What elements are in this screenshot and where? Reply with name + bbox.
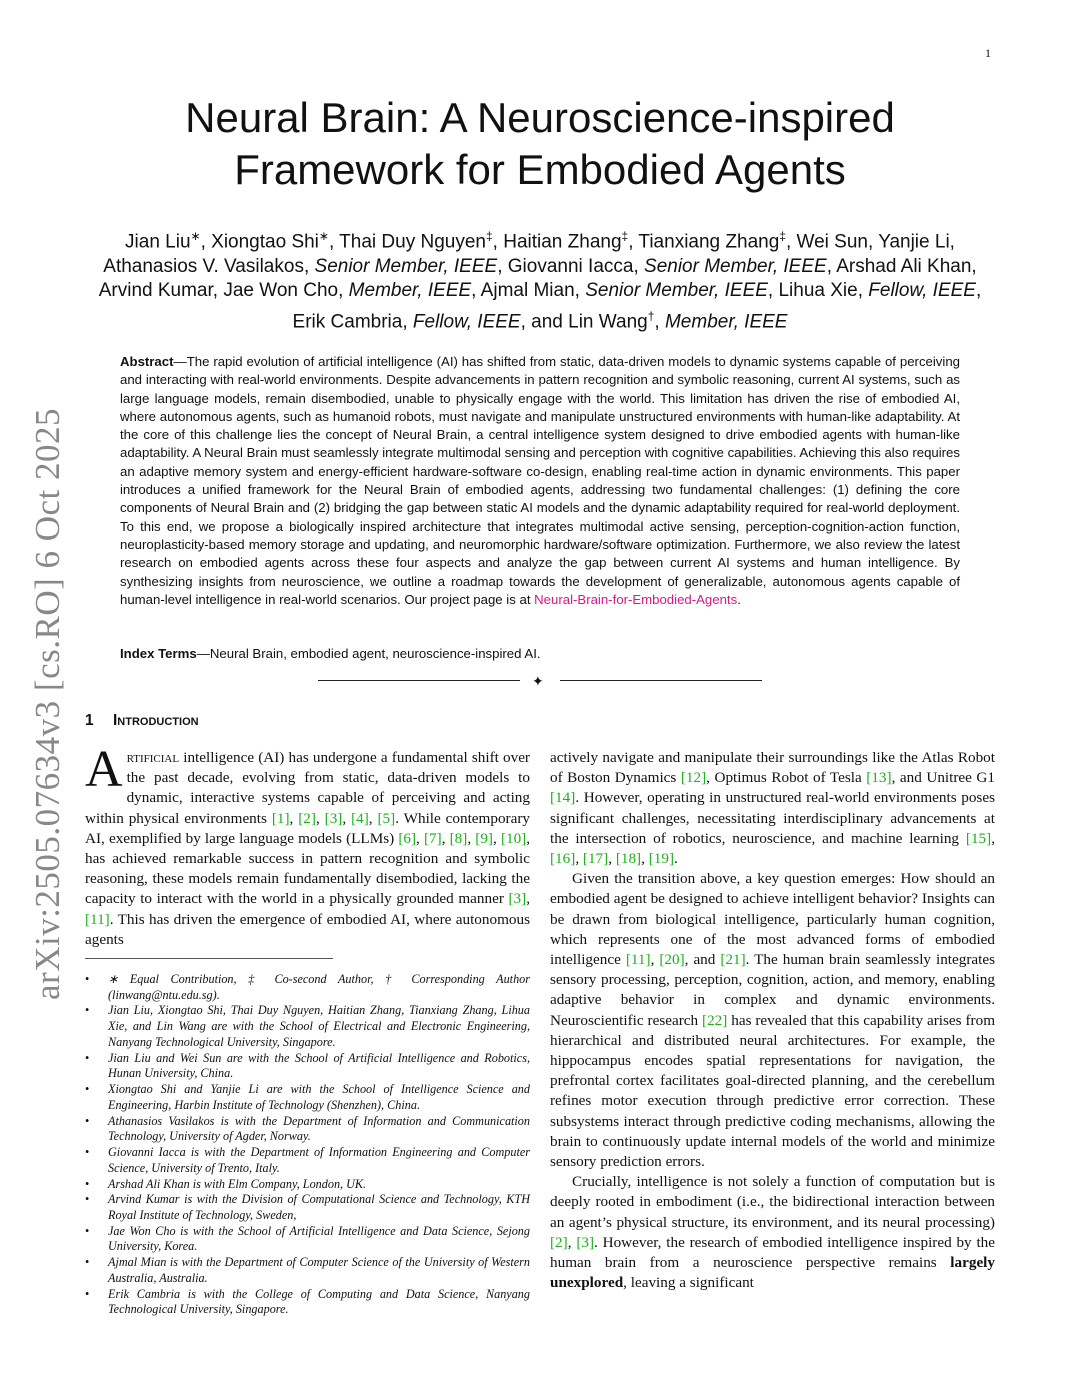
citation-link[interactable]: [12] [680, 769, 707, 787]
footnote-rule [85, 958, 333, 959]
footnote-item: • Ajmal Mian is with the Department of Computer Science of the University of Western Australia, Australia. [85, 1255, 530, 1286]
section-number: 1 [85, 712, 94, 729]
footnote-item: • Arshad Ali Khan is with Elm Company, London, UK. [85, 1177, 530, 1193]
title-line-1: Neural Brain: A Neuroscience-inspired [185, 94, 895, 141]
footnote-item: • Jian Liu, Xiongtao Shi, Thai Duy Nguyen, Haitian Zhang, Tianxiang Zhang, Lihua Xie, and Lin Wang are with the School of Electrical and Electronic Engineering, Nanyang Technological University, Singapore. [85, 1003, 530, 1050]
citation-link[interactable]: [2] [550, 1233, 568, 1251]
index-terms [120, 646, 960, 661]
citation-link[interactable]: [13] [866, 769, 892, 787]
author-line-3: Arvind Kumar, Jae Won Cho, Member, IEEE, Ajmal Mian, Senior Member, IEEE, Lihua Xie, Fellow, IEEE, [98, 280, 982, 302]
divider-line-right [560, 680, 762, 681]
citation-link[interactable]: [3] [324, 809, 343, 827]
citation-link[interactable]: [20] [659, 951, 685, 969]
diamond-icon: ✦ [532, 673, 544, 689]
citation-link[interactable]: [11] [625, 951, 651, 969]
citation-link[interactable]: [14] [550, 789, 576, 807]
emphasis-text: largely unexplored [550, 1254, 995, 1292]
citation-link[interactable]: [22] [702, 1011, 728, 1029]
footnote-item: • Erik Cambria is with the College of Computing and Data Science, Nanyang Technological University, Singapore. [85, 1287, 530, 1318]
abstract-label: Abstract [120, 354, 174, 369]
arxiv-stamp: arXiv:2505.07634v3 [cs.RO] 6 Oct 2025 [28, 407, 67, 1000]
intro-paragraph-continued: actively navigate and manipulate their surroundings like the Atlas Robot of Boston Dynamics [12], Optimus Robot of Tesla [13], and Unitree G1 [14]. However, operating in unstructured real-world environments poses significant challenges, necessitating interdisciplinary advancements at the intersection of robotics, neuroscience, and machine learning [15], [16], [17], [18], [19]. [550, 749, 995, 868]
author-list [80, 224, 1000, 335]
citation-link[interactable]: [16] [550, 850, 576, 868]
citation-link[interactable]: [8] [449, 829, 468, 847]
body-column-left [85, 741, 531, 950]
title-line-2: Framework for Embodied Agents [234, 146, 846, 193]
page-number: 1 [985, 46, 991, 60]
footnote-item: • Jian Liu and Wei Sun are with the School of Artificial Intelligence and Robotics, Hunan University, China. [85, 1051, 530, 1082]
citation-link[interactable]: [17] [582, 850, 609, 868]
citation-link[interactable]: [6] [398, 829, 417, 847]
paper-title [0, 92, 1080, 196]
footnote-item: • Jae Won Cho is with the School of Artificial Intelligence and Data Science, Sejong University, Korea. [85, 1224, 530, 1255]
abstract: Abstract—The rapid evolution of artificial intelligence (AI) has shifted from static, data-driven models to dynamic systems capable of perceiving and interacting with real-world environments. Despite advancements in pattern recognition and symbolic reasoning, current AI systems, such as large language models, remain disembodied, unable to physically engage with the world. This limitation has driven the rise of embodied AI, where autonomous agents, such as humanoid robots, must navigate and manipulate unstructured environments with human-like adaptability. At the core of this challenge lies the concept of Neural Brain, a central intelligence system designed to drive embodied agents with human-like adaptability. A Neural Brain must seamlessly integrate multimodal sensing and perception with cognitive capabilities. Achieving this also requires an adaptive memory system and energy-efficient hardware-software co-design, enabling real-time action in dynamic environments. This paper introduces a unified framework for the Neural Brain of embodied agents, addressing two fundamental challenges: (1) defining the core components of Neural Brain and (2) bridging the gap between static AI models and the dynamic adaptability required for real-world deployment. To this end, we propose a biologically inspired architecture that integrates multimodal active sensing, perception-cognition-action function, neuroplasticity-based memory storage and updating, and neuromorphic hardware/software optimization. Furthermore, we also review the latest research on embodied agents across these four aspects and analyze the gap between current AI systems and human intelligence. By synthesizing insights from neuroscience, we outline a roadmap towards the development of generalizable, autonomous agents capable of human-level intelligence in real-world scenarios. Our project page is at Neural-Brain-for-Embodied-Agents. [120, 354, 960, 607]
citation-link[interactable]: [7] [423, 829, 442, 847]
author-line-2: Athanasios V. Vasilakos, Senior Member, IEEE, Giovanni Iacca, Senior Member, IEEE, Arshad Ali Khan, [103, 255, 977, 277]
footnote-item: • Athanasios Vasilakos is with the Department of Information and Communication Technology, University of Agder, Norway. [85, 1114, 530, 1145]
author-line-4: Erik Cambria, Fellow, IEEE, and Lin Wang†, Member, IEEE [292, 308, 788, 333]
footnote-item: • Arvind Kumar is with the Division of Computational Science and Technology, KTH Royal Institute of Technology, Sweden, [85, 1192, 530, 1223]
citation-link[interactable]: [15] [965, 829, 992, 847]
citation-link[interactable]: [10] [500, 829, 527, 847]
footnote-item: • Giovanni Iacca is with the Department of Information Engineering and Computer Science, University of Trento, Italy. [85, 1145, 530, 1176]
dropcap-letter: A [85, 741, 123, 798]
index-terms-text: —Neural Brain, embodied agent, neuroscience-inspired AI. [196, 646, 541, 661]
citation-link[interactable]: [9] [475, 829, 493, 847]
abstract-text: —The rapid evolution of artificial intelligence (AI) has shifted from static, data-driven models to dynamic systems capable of perceiving and interacting with real-world environments. Despite advancements in pattern recognition and symbolic reasoning, current AI systems, such as large language models, remain disembodied, unable to physically engage with the world. This limitation has driven the rise of embodied AI, where autonomous agents, such as humanoid robots, must navigate and manipulate unstructured environments with human-like adaptability. At the core of this challenge lies the concept of Neural Brain, a central intelligence system designed to drive embodied agents with human-like adaptability. A Neural Brain must seamlessly integrate multimodal sensing and perception with cognitive capabilities. Achieving this also requires an adaptive memory system and energy-efficient hardware-software co-design, enabling real-time action in dynamic environments. This paper introduces a unified framework for the Neural Brain of embodied agents, addressing two fundamental challenges: (1) defining the core components of Neural Brain and (2) bridging the gap between static AI models and the dynamic adaptability required for real-world deployment. To this end, we propose a biologically inspired architecture that integrates multimodal active sensing, perception-cognition-action function, neuroplasticity-based memory storage and updating, and neuromorphic hardware/software optimization. Furthermore, we also review the latest research on embodied agents across these four aspects and analyze the gap between current AI systems and human intelligence. By synthesizing insights from neuroscience, we outline a roadmap towards the development of generalizable, autonomous agents capable of human-level intelligence in real-world scenarios. Our project page is at [120, 354, 960, 607]
citation-link[interactable]: [18] [615, 850, 642, 868]
citation-link[interactable]: [3] [576, 1233, 595, 1251]
footnote-item: • ∗ Equal Contribution, ‡ Co-second Author, † Corresponding Author (linwang@ntu.edu.sg). [85, 972, 530, 1003]
intro-paragraph-3: Crucially, intelligence is not solely a function of computation but is deeply rooted in embodiment (i.e., the bidirectional interaction between an agent’s physical structure, its environment, and its neural processing) [2], [3]. However, the research of embodied intelligence inspired by the human brain from a neuroscience perspective remains largely unexplored, leaving a significant [550, 1173, 996, 1292]
citation-link[interactable]: [1] [271, 809, 290, 827]
intro-paragraph-2: Given the transition above, a key question emerges: How should an embodied agent be designed to achieve intelligent behavior? Insights can be drawn from biological intelligence, particularly human cognition, which represents one of the most advanced forms of embodied intelligence [11], [20], and [21]. The human brain seamlessly integrates sensory processing, perception, cognition, action, and memory, enabling adaptive behavior in complex and dynamic environments. Neuroscientific research [22] has revealed that this capability arises from hierarchical and distributed neural architectures. For example, the hippocampus encodes spatial representations for navigation, the prefrontal cortex facilitates goal-directed planning, and the cerebellum refines motor execution through predictive error correction. These subsystems interact through predictive coding mechanisms, allowing the brain to continuously update internal models of the world and minimize sensory prediction errors. [550, 870, 996, 1171]
section-divider [318, 674, 762, 688]
project-page-link[interactable]: Neural-Brain-for-Embodied-Agents [534, 591, 738, 607]
section-heading [85, 712, 199, 730]
citation-link[interactable]: [19] [648, 850, 675, 868]
section-title: Introduction [113, 712, 199, 729]
footnotes [85, 972, 530, 1318]
intro-paragraph-1: Artificial intelligence (AI) has undergone a fundamental shift over the past decade, evolving from static, data-driven models to dynamic, interactive systems capable of perceiving and acting within physical environments [1], [2], [3], [4], [5]. While contemporary AI, exemplified by large language models (LLMs) [6], [7], [8], [9], [10], has achieved remarkable success in pattern recognition and symbolic reasoning, these models remain fundamentally disembodied, lacking the capacity to interact with the world in a physically grounded manner [3], [11]. This has driven the emergence of embodied AI, where autonomous agents [85, 741, 531, 948]
author-line-1: Jian Liu∗, Xiongtao Shi∗, Thai Duy Nguyen‡, Haitian Zhang‡, Tianxiang Zhang‡, Wei Sun, Yanjie Li, [125, 229, 955, 253]
body-column-right [550, 748, 995, 1293]
footnote-item: • Xiongtao Shi and Yanjie Li are with the School of Intelligence Science and Engineering, Harbin Institute of Technology (Shenzhen), China. [85, 1082, 530, 1113]
citation-link[interactable]: [4] [351, 809, 369, 827]
index-terms-label: Index Terms [120, 646, 197, 661]
citation-link[interactable]: [3] [508, 890, 527, 908]
citation-link[interactable]: [21] [720, 951, 746, 969]
divider-line-left [318, 680, 520, 681]
citation-link[interactable]: [11] [85, 910, 110, 928]
citation-link[interactable]: [5] [377, 809, 396, 827]
citation-link[interactable]: [2] [298, 809, 316, 827]
